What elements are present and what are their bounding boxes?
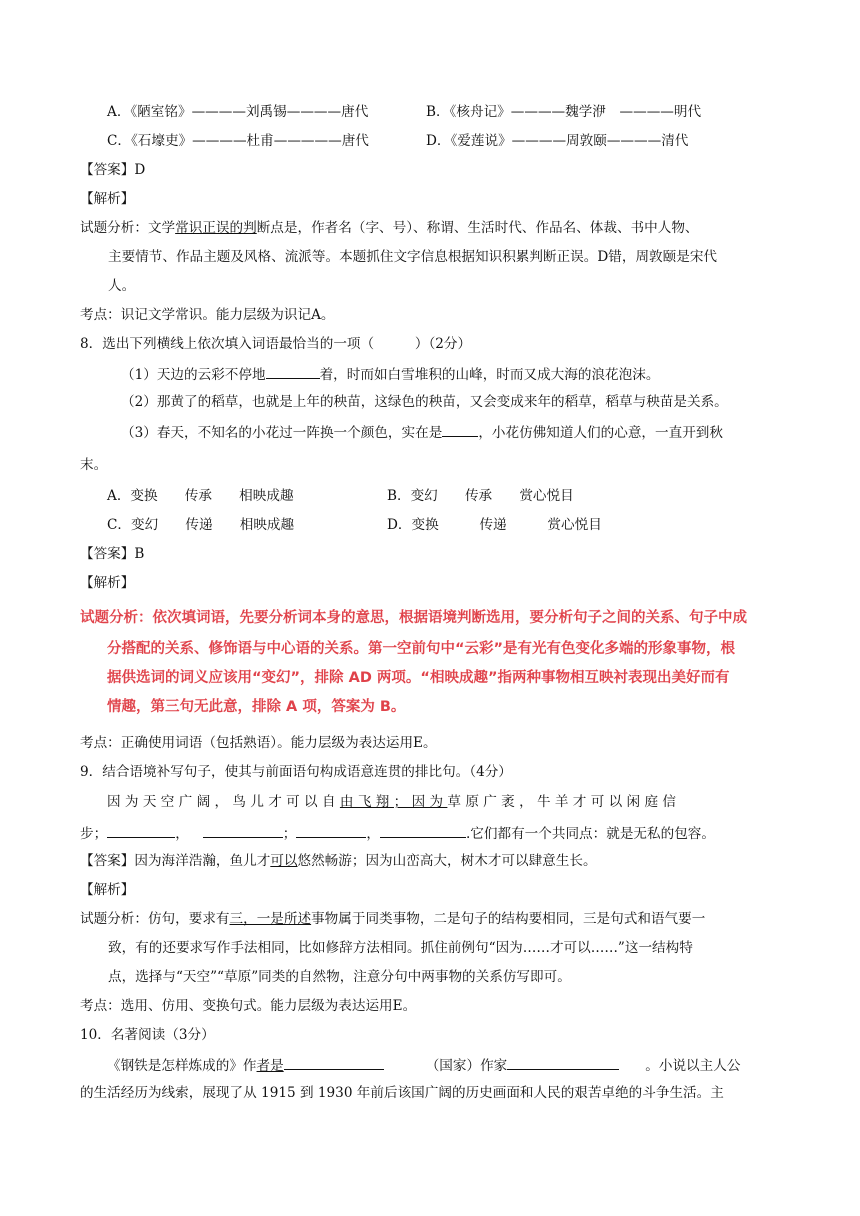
q9-title: 9．结合语境补写句子，使其与前面语句构成语意连贯的排比句。（4分）	[80, 764, 512, 780]
blank-author[interactable]	[284, 1054, 384, 1070]
q9-kaodian: 考点：选用、仿用、变换句式。能力层级为表达运用E。	[80, 998, 417, 1014]
blank-3[interactable]	[296, 822, 366, 838]
text: 草 原 广 袤 ， 牛 羊 才 可 以 闲 庭 信	[447, 794, 676, 810]
q9-prompt-line-1	[107, 792, 676, 812]
q8-analysis-red-line-4: 情趣，第三句无此意，排除 A 项，答案为 B。	[107, 699, 406, 715]
text: ，小花仿佛知道人们的心意，一直开到秋	[478, 425, 723, 441]
text: 断点是，作者名（字、号）、称谓、生活时代、作品名、体裁、书中人物、	[256, 220, 699, 236]
q8-option-b: B．变幻 传承 赏心悦目	[387, 488, 574, 504]
q10-prompt-line-2: 的生活经历为线索，展现了从 1915 到 1930 年前后该国广阔的历史画面和人民的艰苦卓绝的斗争生活。主	[80, 1085, 724, 1101]
blank-4[interactable]	[380, 822, 466, 838]
q7-kaodian: 考点：识记文学常识。能力层级为识记A。	[80, 307, 335, 323]
text: 【答案】	[80, 853, 135, 869]
text: 试题分析：文学	[80, 220, 176, 236]
q8-sentence-3-end: 末。	[80, 457, 108, 473]
q8-analysis-red-line-2: 分搭配的关系、修饰语与中心语的关系。第一空前句中“云彩”是有光有色变化多端的形象事物，根	[107, 641, 736, 657]
q8-title: 8．选出下列横线上依次填入词语最恰当的一项（ ）（2分）	[80, 336, 472, 352]
q10-prompt-line-1	[107, 1054, 740, 1076]
blank[interactable]	[442, 421, 478, 437]
q8-analysis-red-line-3: 据供选词的词义应该用“变幻”，排除 AD 两项。“相映成趣”指两种事物相互映衬表现出美好而有	[107, 670, 730, 686]
q7-answer: 【答案】D	[80, 162, 146, 178]
text: 事物属于同类事物，二是句子的结构要相同，三是句式和语气要一	[311, 911, 706, 927]
q9-answer	[80, 851, 597, 871]
text: 着，时而如白雪堆积的山峰，时而又成大海的浪花泡沫。	[319, 367, 660, 383]
q7-analysis-label: 【解析】	[80, 191, 135, 207]
q8-option-c: C．变幻 传递 相映成趣	[107, 517, 295, 533]
underlined-text: 可以	[270, 853, 298, 869]
q8-answer: 【答案】B	[80, 546, 145, 562]
underlined-text: 由 飞 翔 ； 因 为	[339, 794, 448, 810]
q8-kaodian: 考点：正确使用词语（包括熟语）。能力层级为表达运用E。	[80, 735, 437, 751]
text: 悠然畅游；因为山峦高大，树木才可以肆意生长。	[297, 853, 597, 869]
underlined-text: 常识正误的判	[175, 220, 257, 236]
underlined-text: 三，一是所述	[229, 911, 312, 927]
q7-option-a: A．《陋室铭》————刘禹锡————唐代	[107, 104, 369, 120]
q9-analysis-line-3: 点，选择与“天空”“草原”同类的自然物，注意分句中两事物的关系仿写即可。	[108, 969, 571, 985]
text: （1）天边的云彩不停地	[121, 367, 266, 383]
text: 。小说以主人公	[645, 1058, 741, 1074]
text: .它们都有一个共同点：就是无私的包容。	[465, 826, 715, 842]
q9-analysis-line-1	[80, 909, 705, 929]
text: ，	[366, 826, 380, 842]
text: （3）春天，不知名的小花过一阵换一个颜色，实在是	[121, 425, 443, 441]
q7-option-c: C．《石壕吏》————杜甫—————唐代	[107, 133, 369, 149]
q8-analysis-label: 【解析】	[80, 575, 135, 591]
text: 《钢铁是怎样炼成的》作	[107, 1058, 257, 1074]
q8-sentence-3	[121, 421, 723, 443]
q7-option-d: D．《爱莲说》————周敦颐————清代	[426, 133, 689, 149]
q7-analysis-line-1	[80, 218, 699, 238]
text: ，	[175, 826, 189, 842]
blank-1[interactable]	[107, 822, 175, 838]
q7-option-b: B．《核舟记》————魏学洢 ————明代	[426, 104, 702, 120]
q8-sentence-1	[121, 363, 659, 385]
q7-analysis-line-2: 主要情节、作品主题及风格、流派等。本题抓住文字信息根据知识积累判断正误。D错，周敦颐是宋代	[108, 249, 718, 265]
q8-option-a: A．变换 传承 相映成趣	[107, 488, 294, 504]
blank-2[interactable]	[203, 822, 283, 838]
q9-analysis-line-2: 致，有的还要求写作手法相同，比如修辞方法相同。抓住前例句“因为……才可以……”这一结构特	[108, 940, 693, 956]
q8-sentence-2: （2）那黄了的稻草，也就是上年的秧苗，这绿色的秧苗，又会变成来年的稻草，稻草与秧苗是关系。	[121, 394, 728, 410]
text: 试题分析：仿句，要求有	[80, 911, 230, 927]
text: ；	[282, 826, 297, 842]
q8-analysis-red-line-1: 试题分析：依次填词语，先要分析词本身的意思，根据语境判断选用，要分析句子之间的关系、句子中成	[80, 610, 747, 626]
text: （国家）作家	[425, 1058, 508, 1074]
q8-option-d: D．变换 传递 赏心悦目	[387, 517, 602, 533]
q10-title: 10．名著阅读（3分）	[80, 1027, 215, 1043]
q7-analysis-line-3: 人。	[108, 278, 136, 294]
blank-country[interactable]	[507, 1054, 619, 1070]
text: 因为海洋浩瀚，鱼儿才	[134, 853, 271, 869]
text: 步；	[80, 826, 108, 842]
blank[interactable]	[266, 363, 320, 379]
text: 因 为 天 空 广 阔 ， 鸟 儿 才 可 以 自	[107, 794, 340, 810]
q9-analysis-label: 【解析】	[80, 882, 135, 898]
underlined-text: 者是	[256, 1058, 284, 1074]
q9-prompt-line-2	[80, 822, 715, 844]
